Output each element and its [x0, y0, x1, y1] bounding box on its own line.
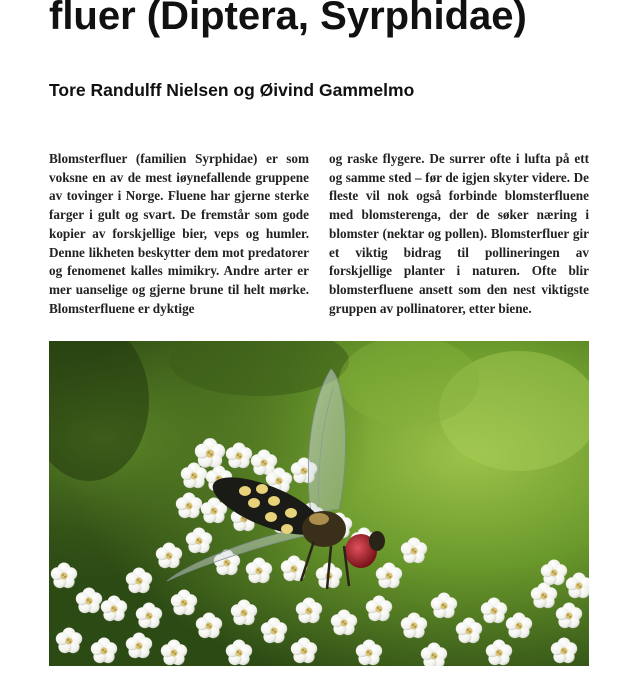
body-text-left-column: Blomsterfluer (familien Syrphidae) er som voksne en av de mest iøynefallende gruppene av tovinger i Norge. Fluene har gjerne sterke farger i gult og svart. De fremstår som gode kopier av forskjellige bier, veps og humler. Denne likheten beskytter dem mot predatorer og fenomenet kalles mimikry. Andre arter er mer uanselige og gjerne brune til helt mørke. Blomsterfluene er dyktige	[49, 151, 309, 316]
article-title: fluer (Diptera, Syrphidae)	[49, 0, 527, 38]
body-text-right-column: og raske flygere. De surrer ofte i lufta på ett og samme sted – før de igjen skyter videre. De fleste vil nok også forbinde blomsterfluene med blomsterenga, der de søker næring i blomster (nektar og pollen). Blomsterfluer gir et viktig bidrag til pollineringen av forskjellige planter i naturen. Ofte blir blomsterfluene ansett som den nest viktigste gruppen av pollinatorer, etter biene.	[329, 151, 589, 316]
hoverfly-on-yarrow-illustration	[49, 341, 589, 666]
hoverfly-photo	[49, 341, 589, 666]
article-authors: Tore Randulff Nielsen og Øivind Gammelmo	[49, 80, 415, 100]
